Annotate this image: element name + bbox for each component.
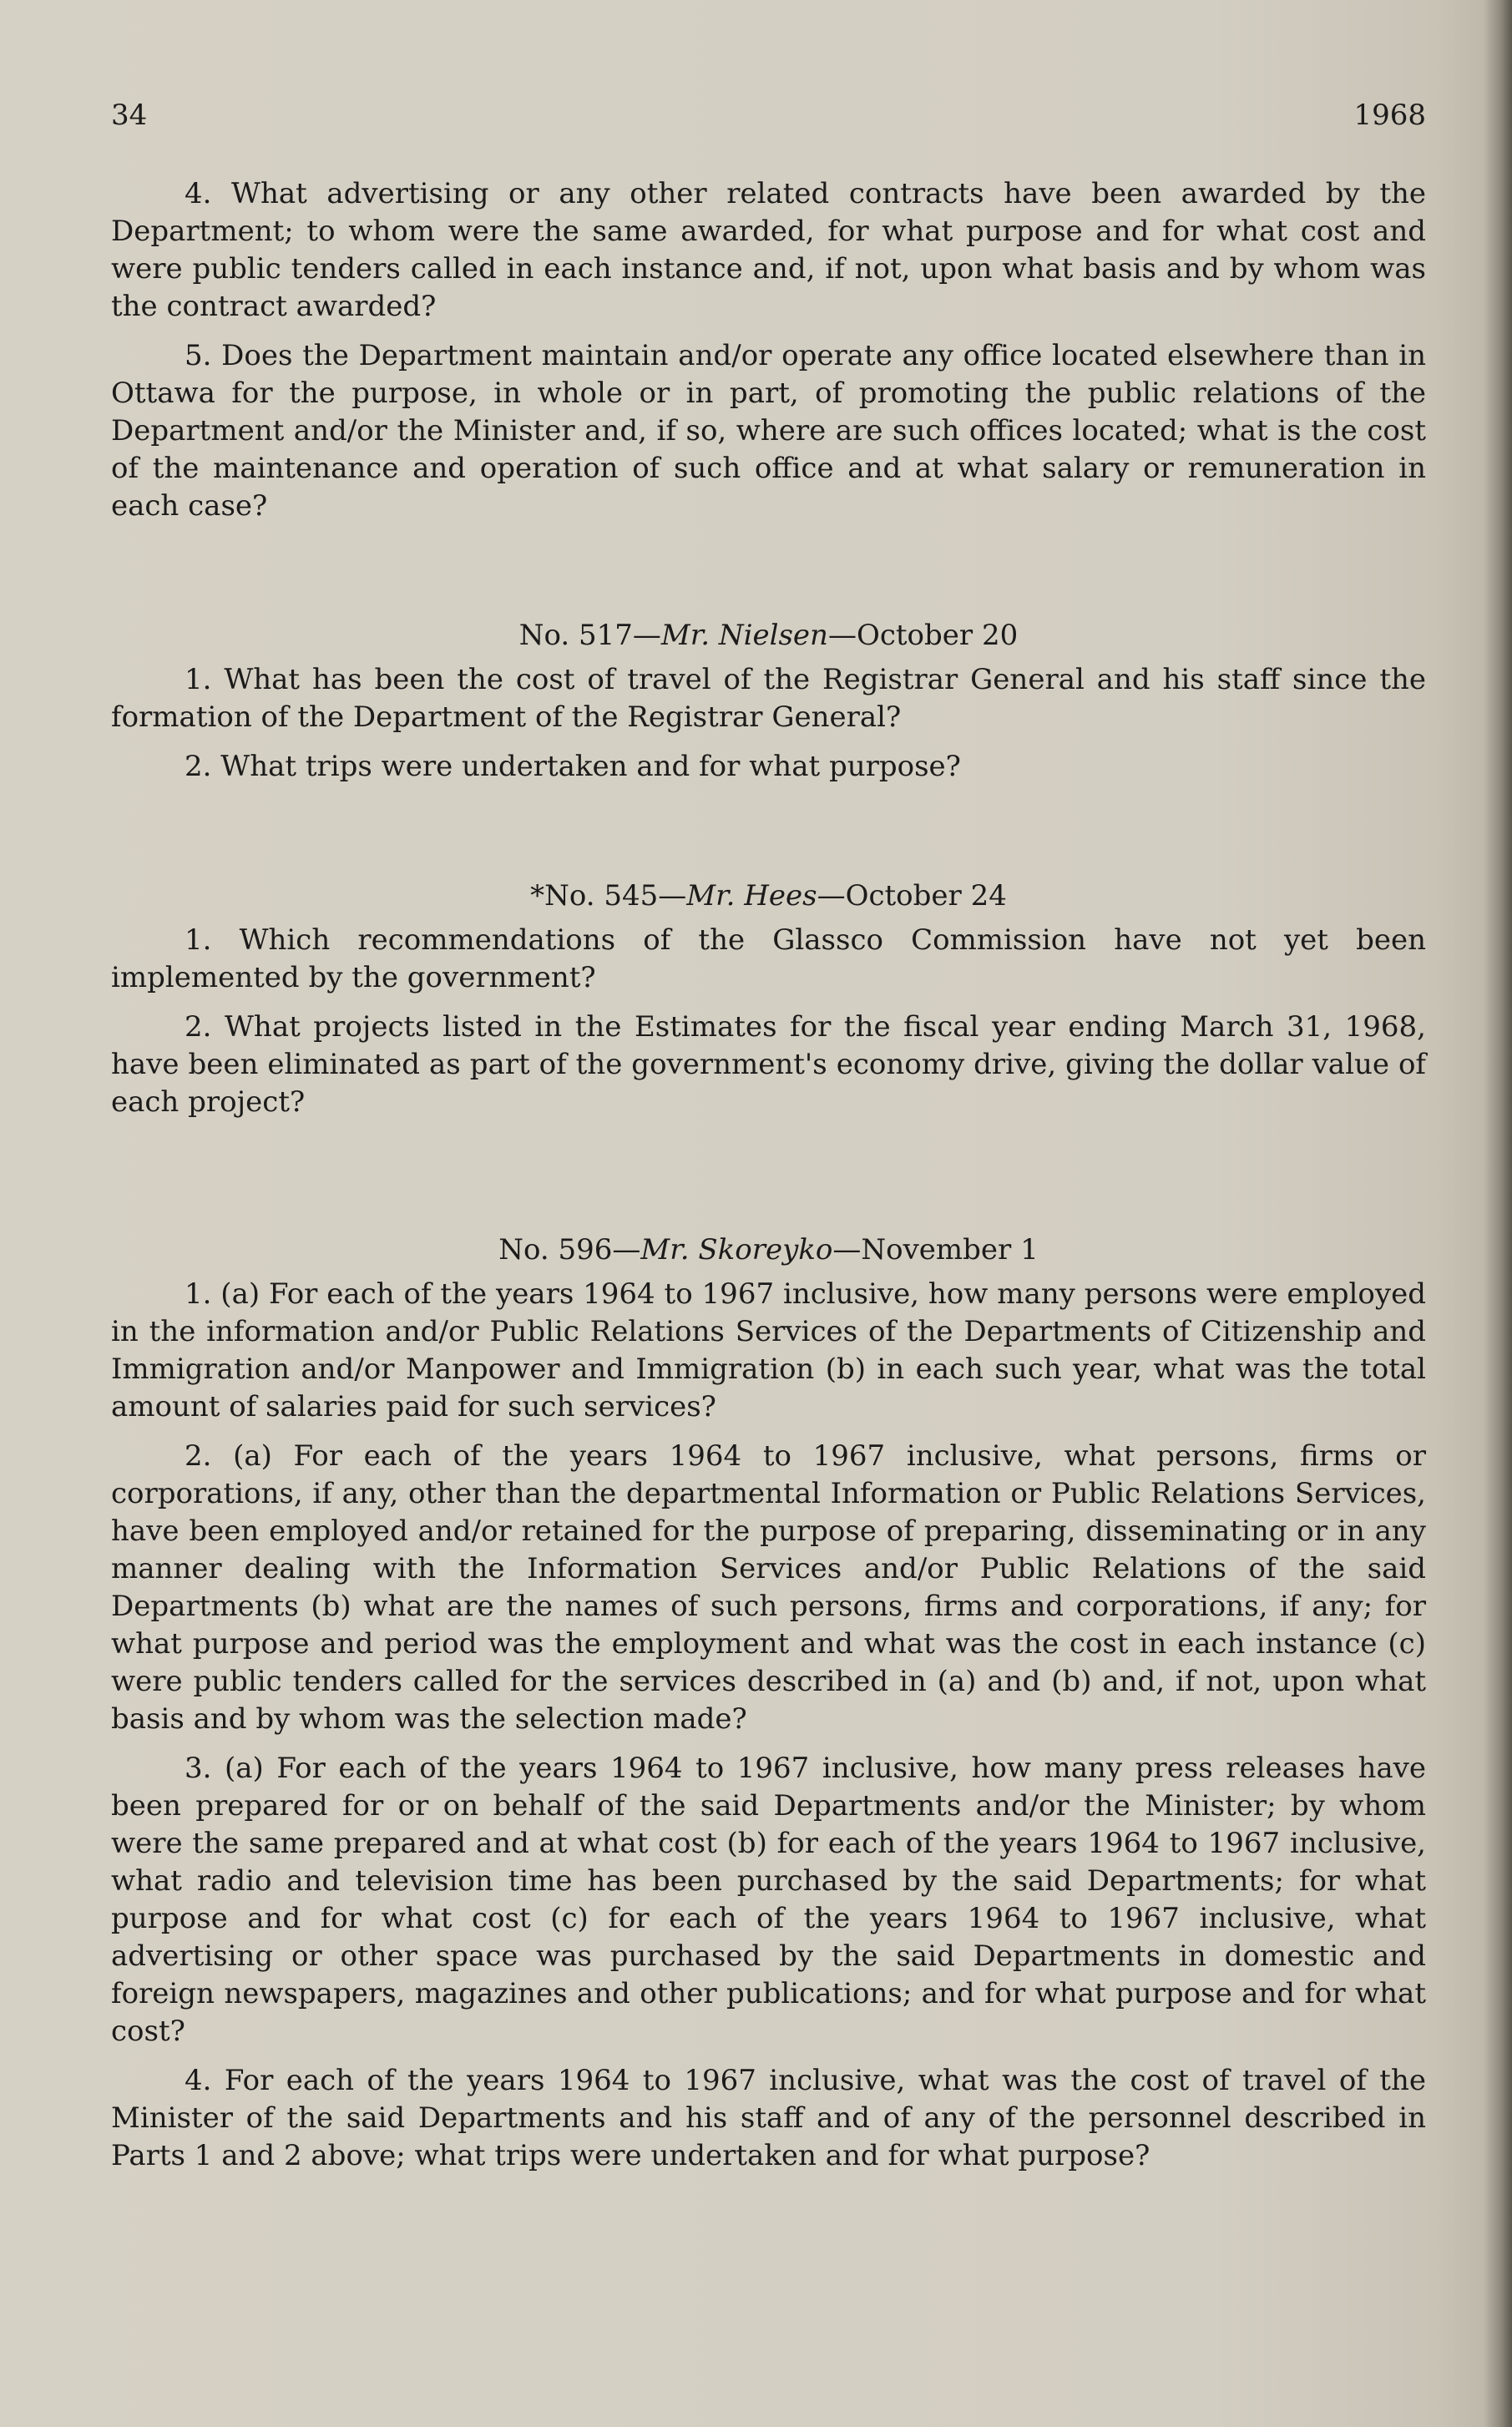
question-number: *No. 545—	[530, 879, 687, 913]
member-name: Mr. Skoreyko	[640, 1233, 833, 1267]
question-596-part-1: 1. (a) For each of the years 1964 to 1967 inclusive, how many persons were employed in the information and/or Public Relations Services of the Departments of Citizenship and Immigration and/or Manpower and Immigration (b) in each such year, what was the total amount of salaries paid for such services?	[111, 1277, 1426, 1423]
question-596-part-4: 4. For each of the years 1964 to 1967 inclusive, what was the cost of travel of the Minister of the said Departments and his staff and of any of the personnel described in Parts 1 and 2 above; what trips were undertaken and for what purpose?	[111, 2064, 1426, 2172]
question-date: —November 1	[832, 1233, 1039, 1267]
question-517-part-1: 1. What has been the cost of travel of the Registrar General and his staff since the formation of the Department of the Registrar General?	[111, 663, 1426, 734]
member-name: Mr. Hees	[686, 879, 817, 913]
question-date: —October 24	[817, 879, 1007, 913]
intro-paragraph-4: 4. What advertising or any other related contracts have been awarded by the Department; to whom were the same awarded, for what purpose and for what cost and were public tenders called in each instance and, if not, upon what basis and by whom was the contract awarded?	[111, 177, 1426, 323]
question-heading-517	[111, 617, 1426, 655]
page-number: 34	[111, 99, 148, 132]
section-spacer	[111, 797, 1426, 877]
question-date: —October 20	[827, 619, 1019, 652]
question-heading-545	[111, 877, 1426, 915]
intro-paragraph-5: 5. Does the Department maintain and/or operate any office located elsewhere than in Ottawa for the purpose, in whole or in part, of promoting the public relations of the Department and/or the Minister and, if so, where are such offices located; what is the cost of the maintenance and operation of such office and at what salary or remuneration in each case?	[111, 339, 1426, 523]
question-545-part-1: 1. Which recommendations of the Glassco Commission have not yet been implemented by the government?	[111, 923, 1426, 994]
running-head	[111, 99, 1426, 132]
page-edge-shadow	[1484, 0, 1512, 2427]
year: 1968	[1353, 99, 1426, 132]
question-heading-596	[111, 1231, 1426, 1269]
member-name: Mr. Nielsen	[660, 619, 828, 652]
question-545-part-2: 2. What projects listed in the Estimates for the fiscal year ending March 31, 1968, have been eliminated as part of the government's economy drive, giving the dollar value of each project?	[111, 1010, 1426, 1119]
section-spacer	[111, 537, 1426, 617]
question-number: No. 596—	[498, 1233, 641, 1267]
question-596-part-2: 2. (a) For each of the years 1964 to 1967 inclusive, what persons, firms or corporations, if any, other than the departmental Information or Public Relations Services, have been employed and/or retained for the purpose of preparing, disseminating or in any manner dealing with the Information Services and/or Public Relations of the said Departments (b) what are the names of such persons, firms and corporations, if any; for what purpose and period was the employment and what was the cost in each instance (c) were public tenders called for the services described in (a) and (b) and, if not, upon what basis and by whom was the selection made?	[111, 1439, 1426, 1736]
section-spacer	[111, 1133, 1426, 1231]
page-content	[111, 175, 1426, 2187]
question-517-part-2: 2. What trips were undertaken and for what purpose?	[185, 750, 961, 783]
question-596-part-3: 3. (a) For each of the years 1964 to 1967 inclusive, how many press releases have been prepared for or on behalf of the said Departments and/or the Minister; by whom were the same prepared and at what cost (b) for each of the years 1964 to 1967 inclusive, what radio and television time has been purchased by the said Departments; for what purpose and for what cost (c) for each of the years 1964 to 1967 inclusive, what advertising or other space was purchased by the said Departments in domestic and foreign newspapers, magazines and other publications; and for what purpose and for what cost?	[111, 1752, 1426, 2048]
question-number: No. 517—	[518, 619, 661, 652]
